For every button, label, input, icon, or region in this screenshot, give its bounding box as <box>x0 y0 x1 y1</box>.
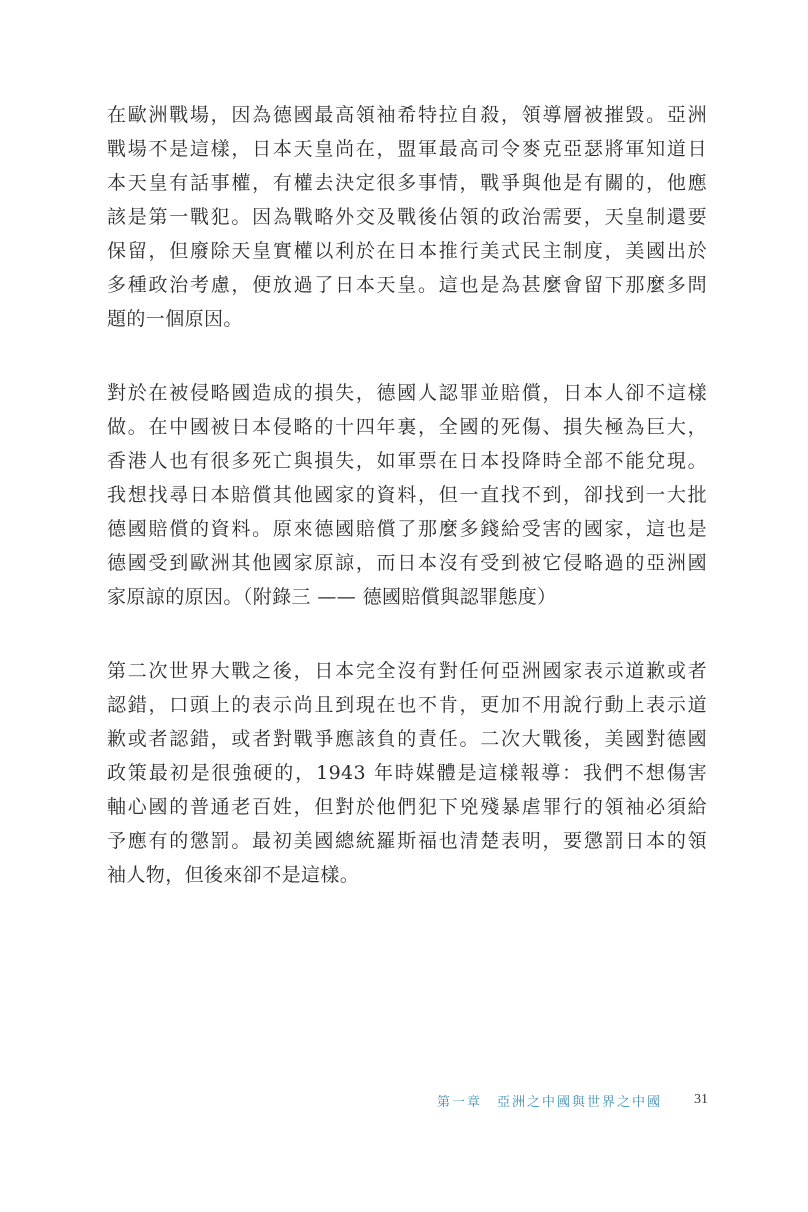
text-line: 做。在中國被日本侵略的十四年裏，全國的死傷、損失極為巨大， <box>107 416 707 438</box>
page-footer <box>400 1088 708 1112</box>
text-line: 對於在被侵略國造成的損失，德國人認罪並賠償，日本人卻不這樣 <box>107 382 707 404</box>
text-line: 該是第一戰犯。因為戰略外交及戰後佔領的政治需要，天皇制還要 <box>107 206 707 228</box>
text-line: 第二次世界大戰之後，日本完全沒有對任何亞洲國家表示道歉或者 <box>107 660 707 682</box>
paragraph-1 <box>107 98 707 336</box>
text-line: 多種政治考慮，便放過了日本天皇。這也是為甚麼會留下那麼多問 <box>107 274 707 296</box>
text-line: 認錯，口頭上的表示尚且到現在也不肯，更加不用說行動上表示道 <box>107 694 707 716</box>
text-line: 予應有的懲罰。最初美國總統羅斯福也清楚表明，要懲罰日本的領 <box>107 830 707 852</box>
page-number: 31 <box>694 1092 708 1107</box>
text-line: 戰場不是這樣，日本天皇尚在，盟軍最高司令麥克亞瑟將軍知道日 <box>107 138 707 160</box>
text-line: 德國賠償的資料。原來德國賠償了那麼多錢給受害的國家，這也是 <box>107 518 707 540</box>
text-line: 政策最初是很強硬的，1943 年時媒體是這樣報導：我們不想傷害 <box>107 762 707 784</box>
text-line: 在歐洲戰場，因為德國最高領袖希特拉自殺，領導層被摧毀。亞洲 <box>107 104 707 126</box>
text-line: 題的一個原因。 <box>107 308 243 330</box>
text-line: 軸心國的普通老百姓，但對於他們犯下兇殘暴虐罪行的領袖必須給 <box>107 796 707 818</box>
text-line: 我想找尋日本賠償其他國家的資料，但一直找不到，卻找到一大批 <box>107 484 707 506</box>
text-line: 保留，但廢除天皇實權以利於在日本推行美式民主制度，美國出於 <box>107 240 707 262</box>
text-line: 歉或者認錯，或者對戰爭應該負的責任。二次大戰後，美國對德國 <box>107 728 707 750</box>
text-line: 家原諒的原因。（附錄三 —— 德國賠償與認罪態度） <box>107 586 557 608</box>
running-head: 第一章 亞洲之中國與世界之中國 <box>436 1094 662 1110</box>
text-line: 香港人也有很多死亡與損失，如軍票在日本投降時全部不能兌現。 <box>107 450 707 472</box>
text-line: 本天皇有話事權，有權去決定很多事情，戰爭與他是有關的，他應 <box>107 172 707 194</box>
paragraph-3 <box>107 654 707 892</box>
paragraph-2 <box>107 376 707 614</box>
body-text <box>107 98 707 932</box>
text-line: 袖人物，但後來卻不是這樣。 <box>107 864 360 886</box>
text-line: 德國受到歐洲其他國家原諒，而日本沒有受到被它侵略過的亞洲國 <box>107 552 707 574</box>
